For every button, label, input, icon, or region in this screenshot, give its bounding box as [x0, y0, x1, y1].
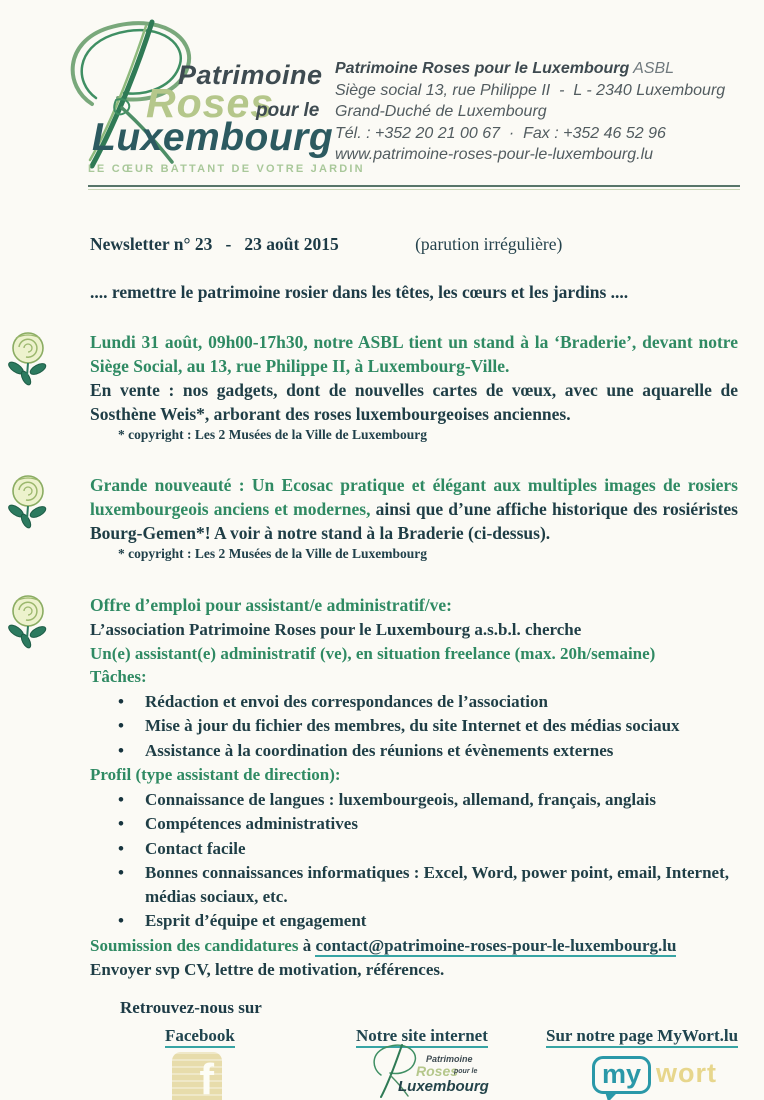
copyright-note: * copyright : Les 2 Musées de la Ville de Luxembourg — [118, 546, 427, 561]
logo-word-luxembourg: Luxembourg — [92, 116, 334, 159]
copyright-note: * copyright : Les 2 Musées de la Ville de Luxembourg — [118, 427, 427, 442]
profile-item: • Esprit d’équipe et engagement — [90, 909, 738, 933]
logo-word-patrimoine: Patrimoine — [178, 60, 323, 90]
newsletter-body — [0, 234, 764, 982]
job-submission-line — [90, 934, 738, 958]
section-title — [90, 473, 738, 545]
mywort-logo-icon[interactable]: my wort — [592, 1056, 717, 1094]
section-braderie — [90, 330, 738, 443]
contact-phone-fax: Tél. : +352 20 21 00 67 · Fax : +352 46 52 96 — [335, 124, 666, 142]
section-job-offer — [90, 593, 738, 982]
section-title: Lundi 31 août, 09h00-17h30, notre ASBL tient un stand à la ‘Braderie’, devant notre Siège Social, au 13, rue Philippe II, à Luxembourg-Ville. — [90, 332, 738, 376]
job-intro: L’association Patrimoine Roses pour le Luxembourg a.s.b.l. cherche — [90, 620, 582, 639]
job-profile-label: Profil (type assistant de direction): — [90, 765, 341, 784]
roses-mini-logo-icon[interactable]: Patrimoine Roses pour le Luxembourg — [368, 1040, 498, 1100]
website-link[interactable]: Notre site internet — [356, 1026, 488, 1048]
facebook-link[interactable]: Facebook — [165, 1026, 235, 1048]
profile-item: • Compétences administratives — [90, 812, 738, 836]
profile-item: • Connaissance de langues : luxembourgeois, allemand, français, anglais — [90, 788, 738, 812]
contact-block — [335, 58, 735, 166]
section-body: En vente : nos gadgets, dont de nouvelles cartes de vœux, avec une aquarelle de Sosthène Weis*, arborant des roses luxembourgeoises anciennes. — [90, 380, 738, 424]
newsletter-motto: .... remettre le patrimoine rosier dans les têtes, les cœurs et les jardins .... — [90, 282, 629, 302]
newsletter-title-row — [90, 234, 738, 255]
contact-email-link[interactable]: contact@patrimoine-roses-pour-le-luxembourg.lu — [315, 935, 677, 955]
submission-label: Soumission des candidatures — [90, 935, 299, 955]
job-title: Offre d’emploi pour assistant/e administratif/ve: — [90, 595, 452, 615]
job-tasks-label: Tâches: — [90, 667, 147, 686]
profile-item: • Contact facile — [90, 837, 738, 861]
job-tasks-list — [90, 690, 738, 763]
newsletter-title: Newsletter n° 23 - 23 août 2015 — [90, 234, 339, 254]
task-item: • Mise à jour du fichier des membres, du site Internet et des médias sociaux — [90, 714, 738, 738]
logo-word-roses: Roses — [146, 80, 275, 126]
submission-connector: à — [302, 935, 312, 955]
task-item: • Rédaction et envoi des correspondances de l’association — [90, 690, 738, 714]
contact-website: www.patrimoine-roses-pour-le-luxembourg.lu — [335, 146, 654, 163]
logo-tagline: LE CŒUR BATTANT DE VOTRE JARDIN — [88, 163, 365, 175]
profile-item: • Bonnes connaissances informatiques : Excel, Word, power point, email, Internet, médias sociaux, etc. — [90, 861, 738, 908]
rose-icon — [6, 593, 50, 649]
footer-heading: Retrouvez-nous sur — [120, 998, 262, 1017]
footer-social — [0, 988, 764, 1100]
letterhead — [0, 0, 764, 190]
facebook-logo-icon[interactable]: f — [172, 1052, 222, 1100]
contact-address-line1: Siège social 13, rue Philippe II - L - 2340 Luxembourg — [335, 81, 726, 99]
mywort-link[interactable]: Sur notre page MyWort.lu — [546, 1026, 738, 1048]
rose-icon — [6, 473, 50, 529]
section-ecosac — [90, 473, 738, 562]
newsletter-parution: (parution irrégulière) — [415, 234, 563, 254]
job-position: Un(e) assistant(e) administratif (ve), en situation freelance (max. 20h/semaine) — [90, 643, 656, 663]
header-divider — [88, 185, 740, 190]
task-item: • Assistance à la coordination des réunions et évènements externes — [90, 739, 738, 763]
section-title-green: Grande nouveauté : Un Ecosac pratique et élégant aux multiples images de rosiers luxembourgeois anciens et modernes, — [90, 475, 738, 519]
rose-icon — [6, 330, 50, 386]
contact-address-line2: Grand-Duché de Luxembourg — [335, 103, 547, 120]
job-profile-list — [90, 788, 738, 933]
job-closing: Envoyer svp CV, lettre de motivation, références. — [90, 960, 445, 979]
logo-word-pour-le: pour le — [256, 100, 320, 121]
section-title-dark: ainsi que d’une affiche historique des rosiéristes Bourg-Gemen*! A voir à notre stand à la Braderie (ci-dessus). — [90, 499, 738, 543]
contact-name: Patrimoine Roses pour le Luxembourg ASBL — [335, 60, 675, 77]
